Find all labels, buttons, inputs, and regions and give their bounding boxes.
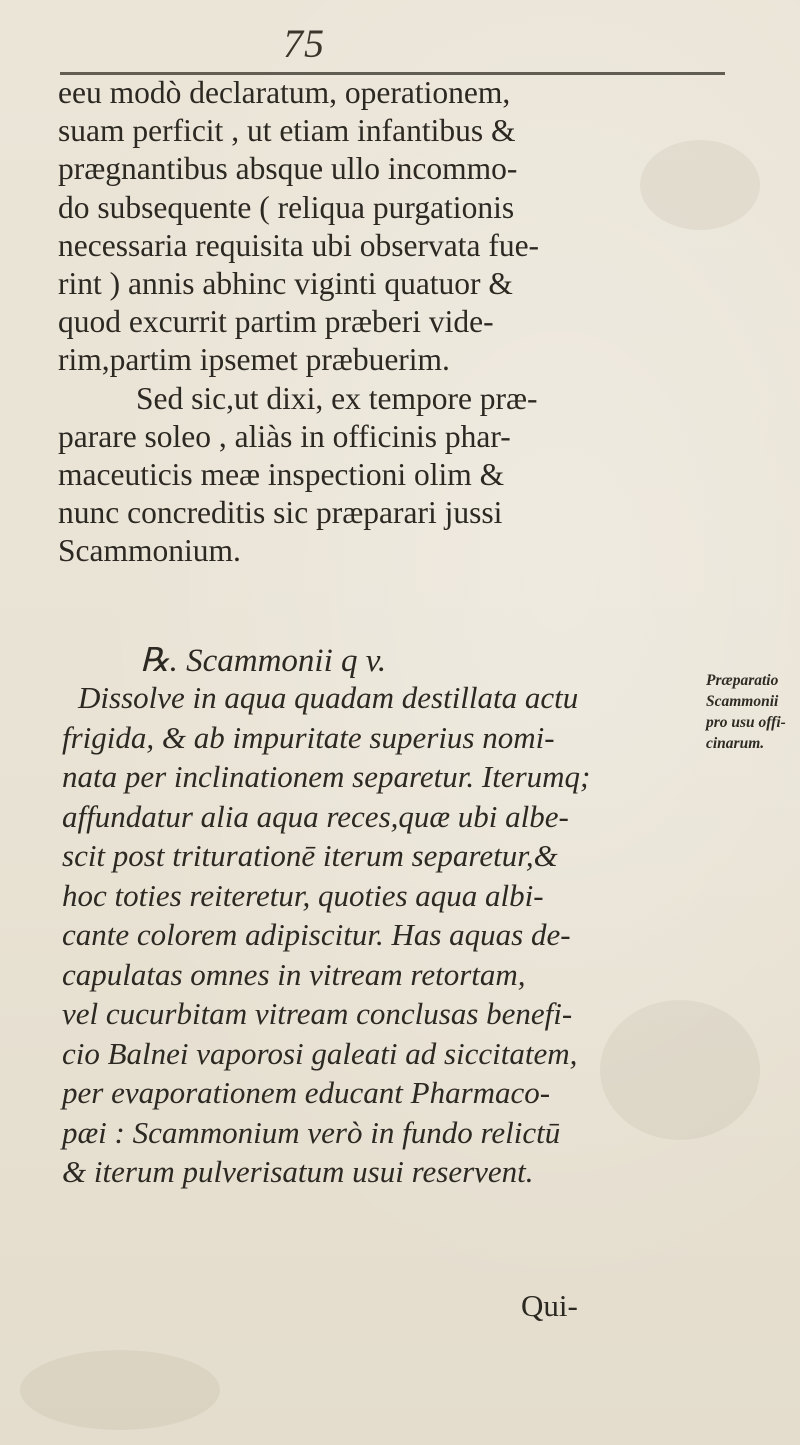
text-line: prægnantibus absque ullo incommo- [58, 151, 518, 187]
text-line: parare soleo , aliàs in officinis phar- [58, 418, 511, 454]
recipe-line: scit post triturationē iterum separetur,& [62, 838, 558, 873]
recipe-line: nata per inclinationem separetur. Iterumq; [62, 759, 591, 794]
text-line: do subsequente ( reliqua purgationis [58, 189, 515, 225]
paper-stain [20, 1350, 220, 1430]
margin-note-line: pro usu offi- [706, 714, 786, 731]
page-number: 75 [283, 21, 325, 66]
recipe-line: cio Balnei vaporosi galeati ad siccitatem, [62, 1035, 578, 1071]
catchword: Qui- [521, 1288, 578, 1323]
recipe-line: vel cucurbitam vitream conclusas benefi- [62, 996, 573, 1031]
recipe-line: hoc toties reiteretur, quoties aqua albi- [62, 877, 544, 913]
recipe-line: affundatur alia aqua reces,quæ ubi albe- [62, 798, 569, 834]
text-line: rim,partim ipsemet præbuerim. [58, 342, 450, 378]
text-line: nunc concreditis sic præparari jussi [58, 495, 503, 531]
margin-note-line: Præparatio [706, 672, 779, 689]
recipe-heading: ℞. Scammonii q v. [140, 643, 387, 679]
margin-note [706, 670, 800, 754]
text-line: quod excurrit partim præberi vide- [58, 304, 494, 340]
recipe-line: & iterum pulverisatum usui reservent. [62, 1154, 534, 1189]
recipe-line: frigida, & ab impuritate superius nomi- [62, 719, 555, 755]
text-line: suam perficit , ut etiam infantibus & [58, 113, 516, 149]
recipe-line: capulatas omnes in vitream retortam, [62, 956, 526, 992]
recipe-line: cante colorem adipiscitur. Has aquas de- [62, 917, 571, 952]
body-paragraph [58, 74, 698, 571]
margin-note-line: cinarum. [706, 735, 765, 752]
recipe-paragraph [62, 678, 702, 1192]
margin-note-line: Scammonii [706, 693, 779, 710]
recipe-line: pæi : Scammonium verò in fundo relictū [62, 1114, 561, 1150]
text-line: Scammonium. [58, 533, 241, 569]
text-line: eeu modò declaratum, operationem, [58, 75, 511, 110]
text-line: maceuticis meæ inspectioni olim & [58, 457, 505, 493]
text-line: necessaria requisita ubi observata fue- [58, 227, 540, 263]
recipe-line: Dissolve in aqua quadam destillata actu [78, 680, 579, 715]
text-line: rint ) annis abhinc viginti quatuor & [58, 266, 513, 302]
recipe-line: per evaporationem educant Pharmaco- [62, 1075, 551, 1110]
text-line: Sed sic,ut dixi, ex tempore præ- [136, 380, 538, 416]
